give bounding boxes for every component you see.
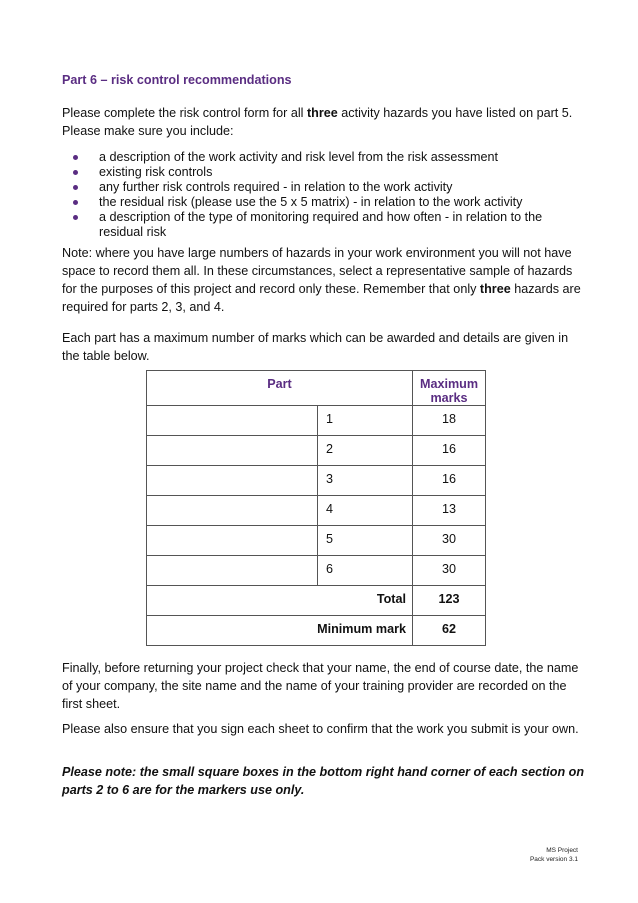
list-item-text: a description of the type of monitoring required and how often - in relation to the residual risk xyxy=(99,210,543,239)
list-item-text: existing risk controls xyxy=(99,165,213,179)
note-paragraph xyxy=(62,244,582,316)
intro-text-end: activity hazards you have listed on part 5. Please make sure you include: xyxy=(62,106,573,138)
table-row xyxy=(147,466,486,496)
marks-cell: 18 xyxy=(413,406,486,436)
note-emphasis: three xyxy=(479,282,511,296)
total-value: 123 xyxy=(413,586,486,616)
marks-cell: 13 xyxy=(413,496,486,526)
footer-line-1: MS Project xyxy=(546,847,578,854)
table-row xyxy=(147,436,486,466)
spacer-cell xyxy=(147,466,318,496)
spacer-cell xyxy=(147,556,318,586)
list-item xyxy=(62,150,582,165)
table-row xyxy=(147,526,486,556)
section-heading: Part 6 – risk control recommendations xyxy=(62,73,292,87)
part-cell: 4 xyxy=(318,496,413,526)
marks-cell: 16 xyxy=(413,436,486,466)
marks-cell: 16 xyxy=(413,466,486,496)
part-cell: 6 xyxy=(318,556,413,586)
bullet-icon xyxy=(73,155,78,160)
header-maximum-marks: Maximum marks xyxy=(413,371,486,406)
list-item xyxy=(62,195,582,210)
minimum-label: Minimum mark xyxy=(147,616,413,646)
bullet-icon xyxy=(73,185,78,190)
part-cell: 5 xyxy=(318,526,413,556)
requirements-list xyxy=(62,150,582,240)
spacer-cell xyxy=(147,496,318,526)
list-item-text: the residual risk (please use the 5 x 5 matrix) - in relation to the work activity xyxy=(99,195,523,209)
minimum-value: 62 xyxy=(413,616,486,646)
table-row xyxy=(147,556,486,586)
table-row xyxy=(147,406,486,436)
total-row xyxy=(147,586,486,616)
bullet-icon xyxy=(73,215,78,220)
marks-cell: 30 xyxy=(413,526,486,556)
intro-emphasis: three xyxy=(306,106,338,120)
footer-line-2: Pack version 3.1 xyxy=(529,856,578,863)
minimum-row xyxy=(147,616,486,646)
markers-note: Please note: the small square boxes in the bottom right hand corner of each section on parts 2 to 6 are for the markers use only. xyxy=(62,765,585,797)
spacer-cell xyxy=(147,436,318,466)
bullet-icon xyxy=(73,170,78,175)
list-item-text: a description of the work activity and risk level from the risk assessment xyxy=(99,150,498,164)
list-item xyxy=(62,165,582,180)
sign-paragraph: Please also ensure that you sign each sheet to confirm that the work you submit is your own. xyxy=(62,722,579,736)
list-item xyxy=(62,180,582,195)
part-cell: 3 xyxy=(318,466,413,496)
bullet-icon xyxy=(73,200,78,205)
intro-paragraph xyxy=(62,104,582,140)
part-cell: 1 xyxy=(318,406,413,436)
note-text-start: Note: where you have large numbers of hazards in your work environment you will not have space to record them all. In these circumstances, select a representative sample of hazards for the purposes of this project and record only these. Remember that only xyxy=(62,246,573,296)
marks-table xyxy=(146,370,486,646)
header-part: Part xyxy=(147,371,413,406)
table-header-row xyxy=(147,371,486,406)
spacer-cell xyxy=(147,406,318,436)
marks-intro-paragraph: Each part has a maximum number of marks which can be awarded and details are given in the table below. xyxy=(62,331,569,363)
note-text-end: hazards are required for parts 2, 3, and 4. xyxy=(62,282,581,314)
part-cell: 2 xyxy=(318,436,413,466)
list-item xyxy=(62,210,582,240)
marks-cell: 30 xyxy=(413,556,486,586)
list-item-text: any further risk controls required - in relation to the work activity xyxy=(99,180,453,194)
intro-text-start: Please complete the risk control form for all xyxy=(62,106,307,120)
page-footer xyxy=(530,846,578,864)
spacer-cell xyxy=(147,526,318,556)
finally-paragraph: Finally, before returning your project check that your name, the end of course date, the name of your company, the site name and the name of your training provider are recorded on the first sheet. xyxy=(62,661,579,711)
total-label: Total xyxy=(147,586,413,616)
table-row xyxy=(147,496,486,526)
